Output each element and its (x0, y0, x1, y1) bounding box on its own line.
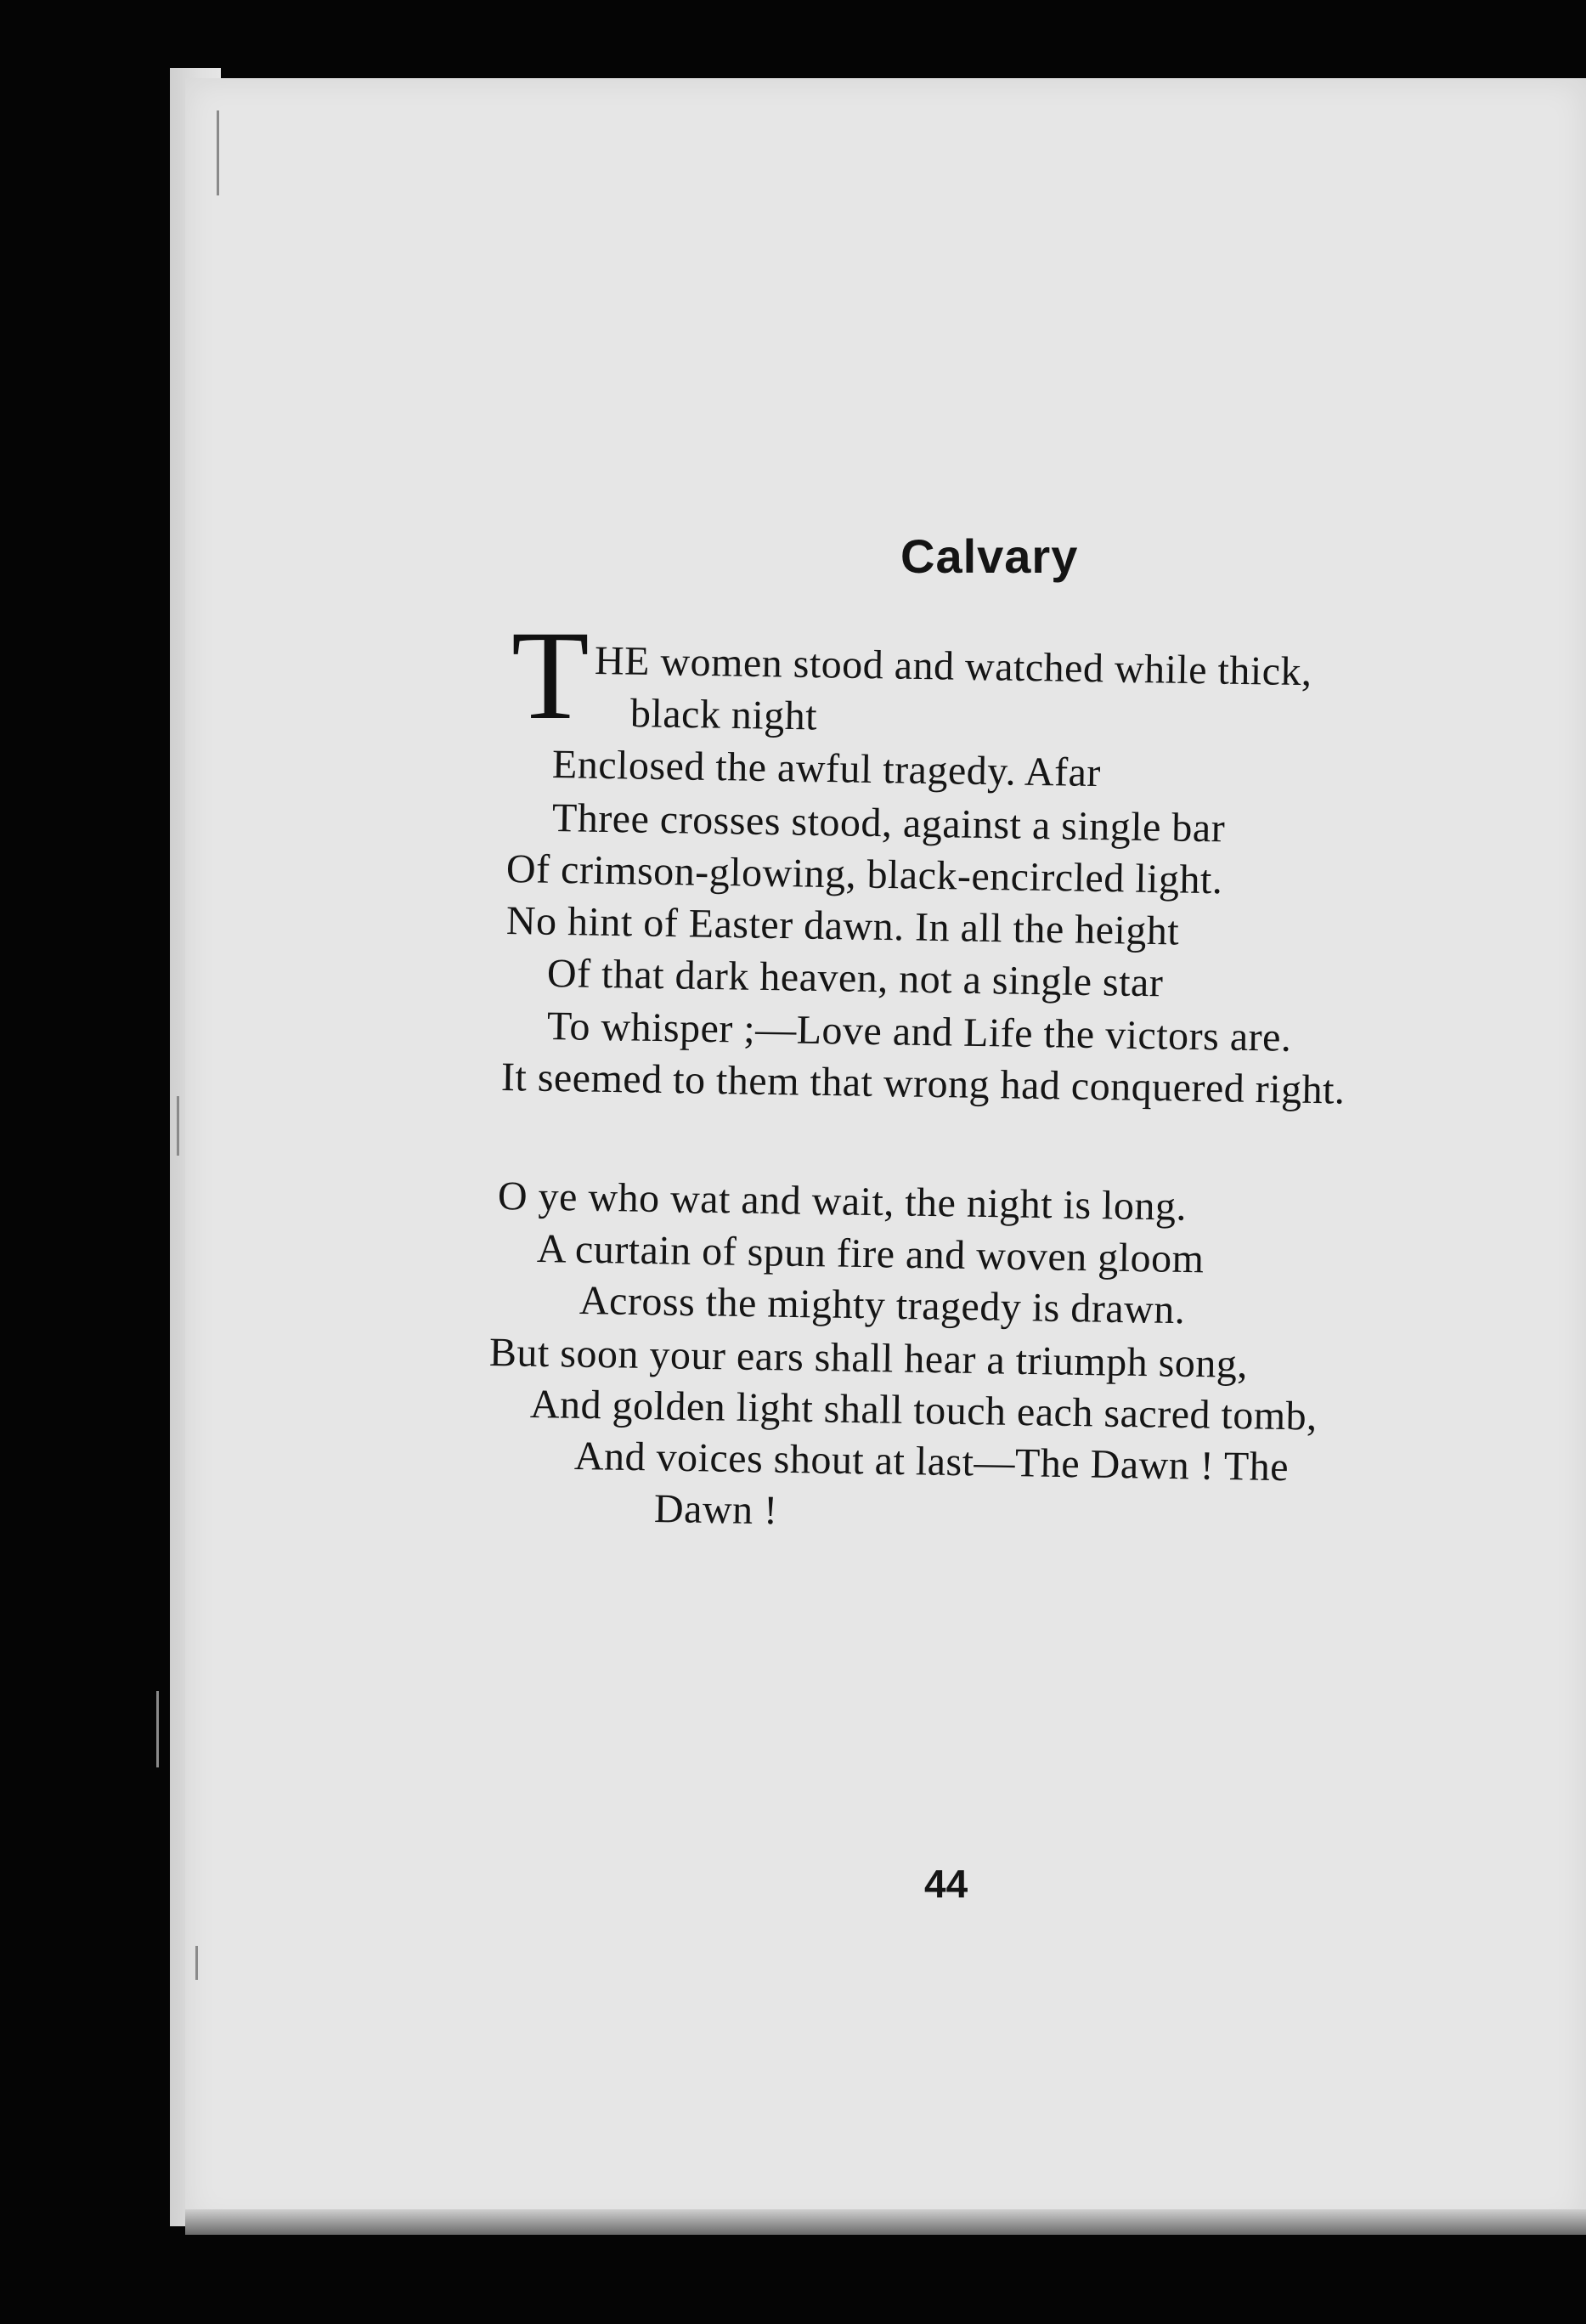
poem-title: Calvary (900, 529, 1079, 583)
poem-line: O ye who wat and wait, the night is long. (497, 1173, 1188, 1230)
poem-line: To whisper ;—Love and Life the victors are. (546, 1004, 1292, 1060)
poem-line: And golden light shall touch each sacred tomb, (529, 1382, 1318, 1439)
book-page (185, 78, 1586, 2226)
poem-line: A curtain of spun fire and woven gloom (536, 1226, 1205, 1282)
poem-line: It seemed to them that wrong had conquered right. (500, 1055, 1346, 1113)
poem-line: Of that dark heaven, not a single star (546, 951, 1164, 1006)
poem-line: But soon your ears shall hear a triumph song, (488, 1330, 1249, 1388)
page-bottom-shadow (185, 2209, 1586, 2235)
poem-line: Enclosed the awful tragedy. Afar (551, 742, 1102, 796)
poem-line: No hint of Easter dawn. In all the height (505, 898, 1180, 954)
poem-line: Of crimson-glowing, black-encircled light. (505, 846, 1223, 903)
edge-mark (195, 1946, 198, 1980)
edge-mark (217, 110, 219, 195)
poem-line: And voices shout at last—The Dawn ! The (573, 1433, 1290, 1490)
drop-cap: T (511, 605, 590, 746)
poem-line: Across the mighty tragedy is drawn. (579, 1278, 1186, 1333)
poem-line: Dawn ! (653, 1486, 779, 1534)
edge-mark (156, 1691, 159, 1767)
poem-line: Three crosses stood, against a single bar (551, 795, 1226, 851)
page-number: 44 (924, 1862, 968, 1906)
edge-mark (177, 1096, 179, 1156)
poem-line: black night (629, 691, 818, 739)
poem-line: HE women stood and watched while thick, (594, 638, 1312, 695)
